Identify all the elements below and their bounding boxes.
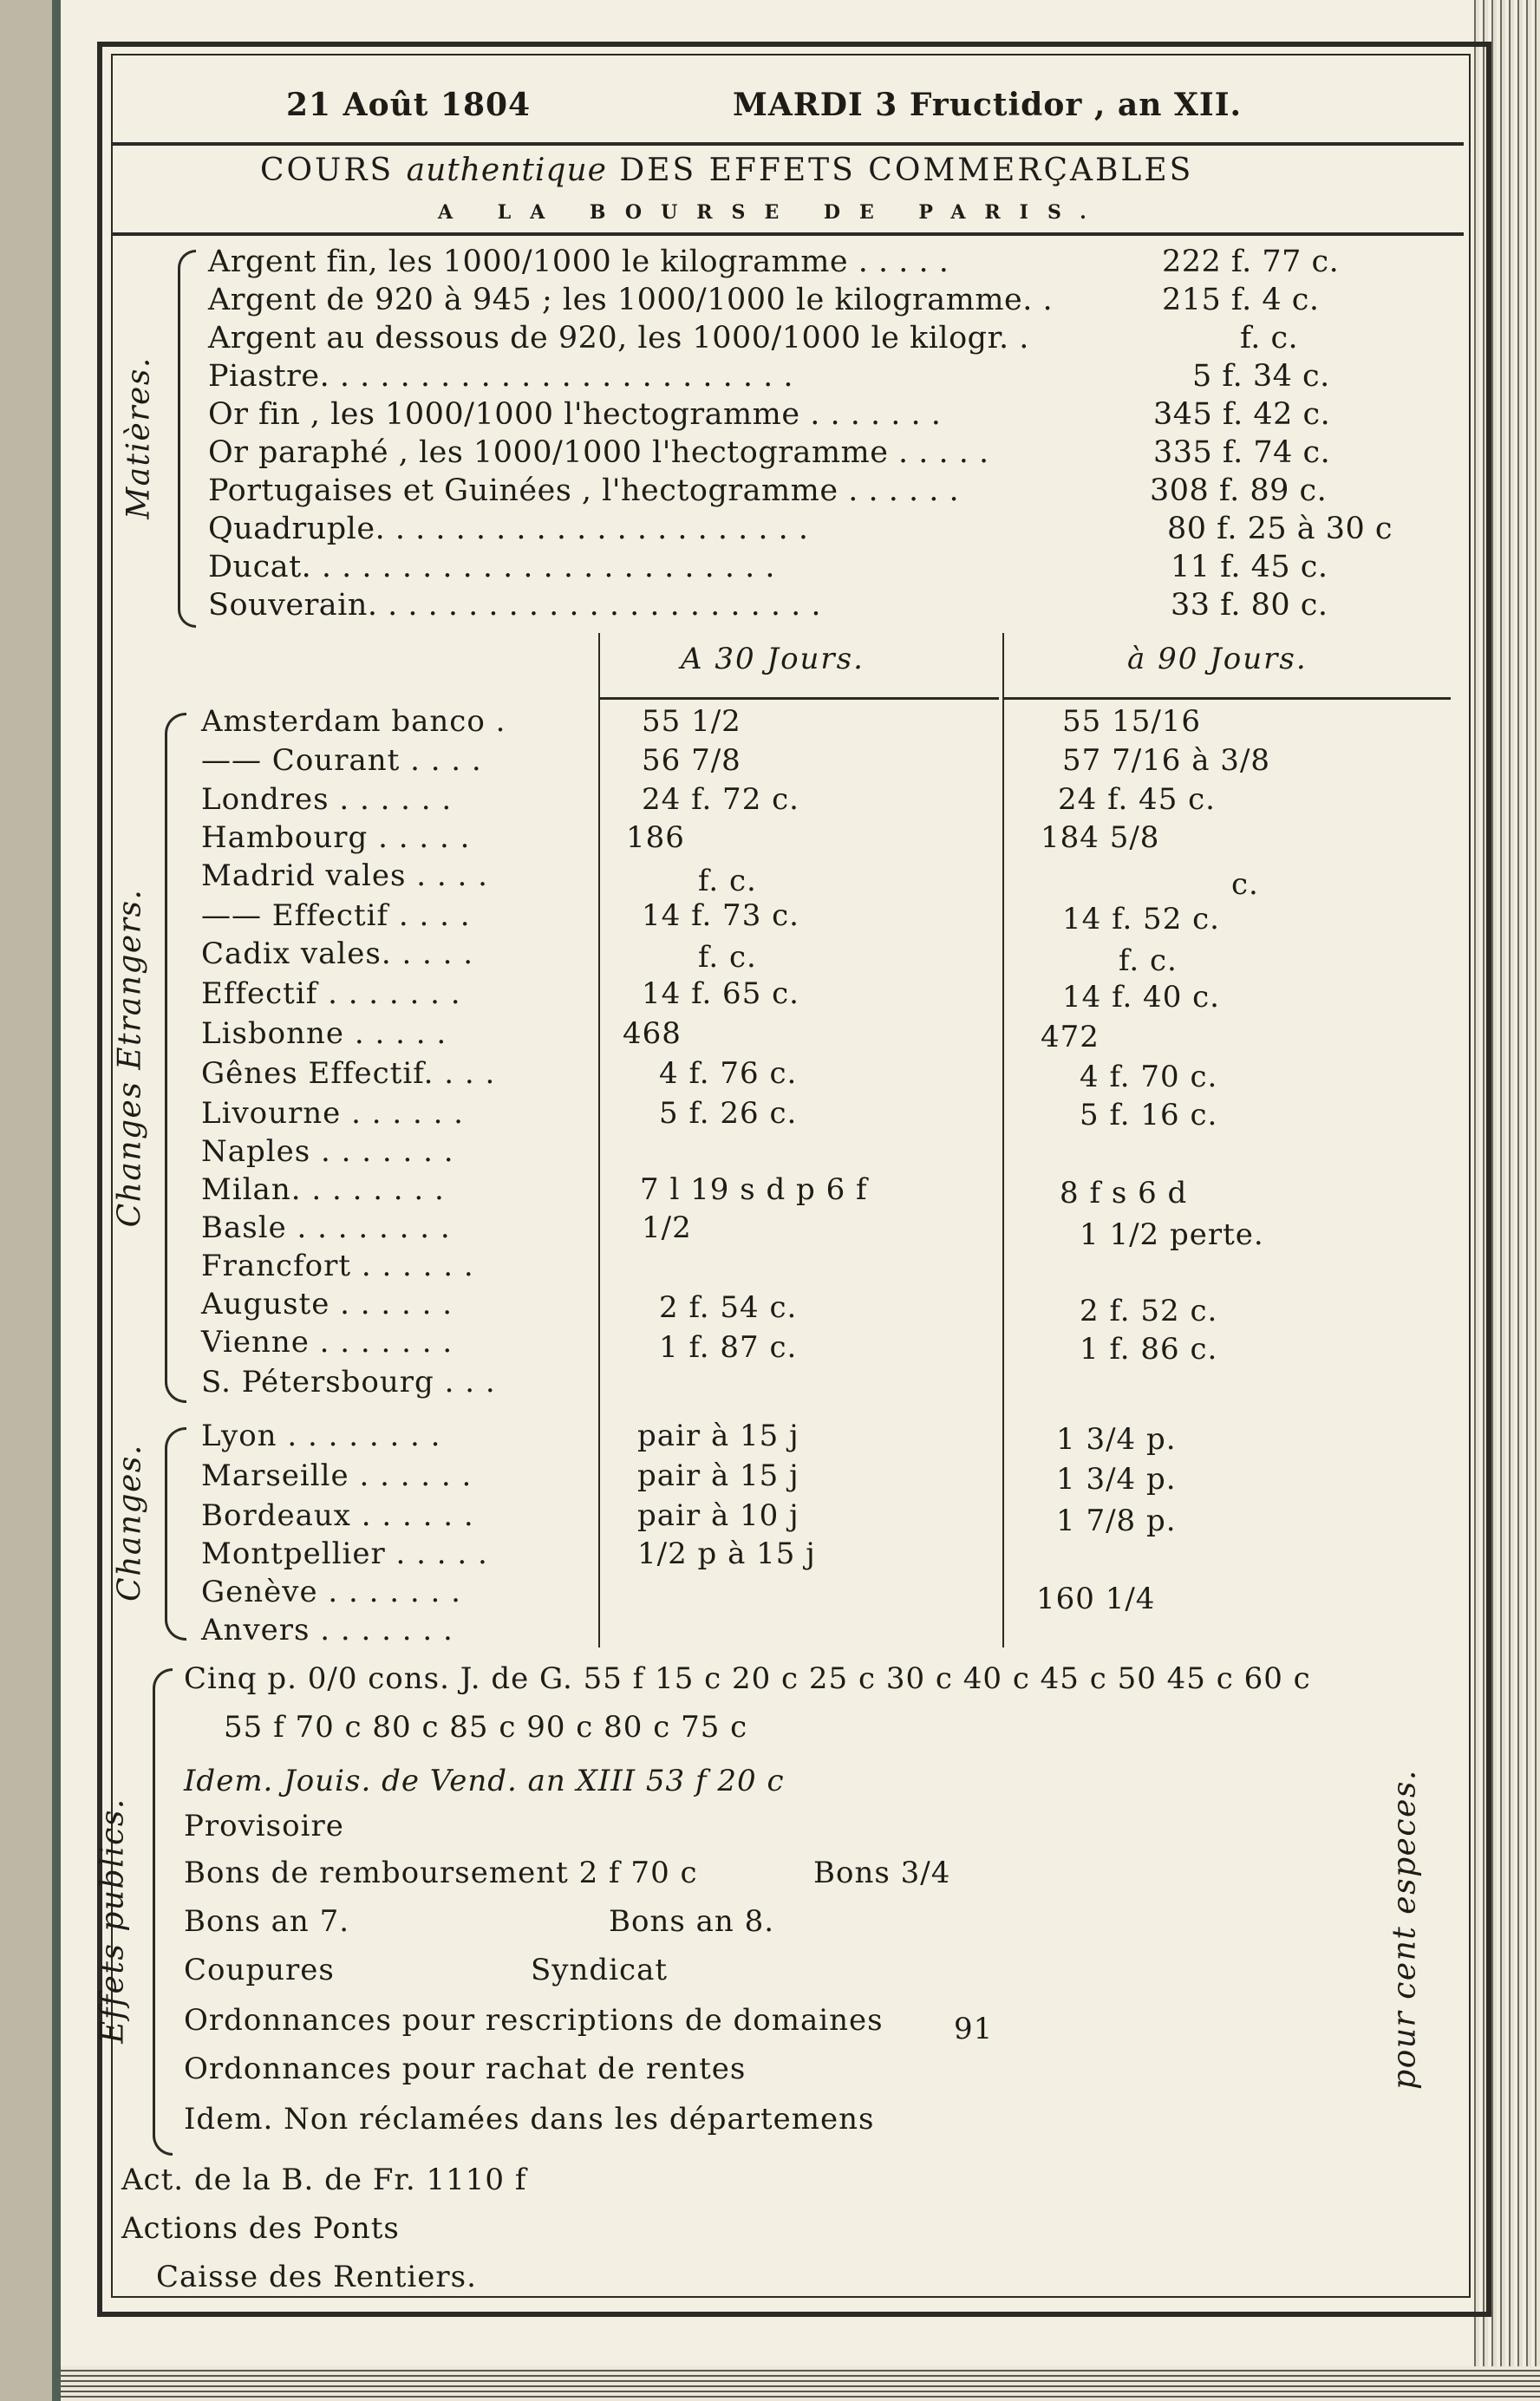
matieres-value-2: 215 f. 4 c. bbox=[1162, 283, 1320, 317]
changes-label-4: Montpellier . . . . . bbox=[201, 1537, 488, 1571]
changes-etrangers-30-14: 1/2 bbox=[642, 1210, 692, 1245]
changes-etrangers-90-3: 24 f. 45 c. bbox=[1058, 782, 1216, 817]
effets-line-7: Bons an 7. bbox=[184, 1904, 350, 1939]
matieres-value-10: 33 f. 80 c. bbox=[1171, 588, 1328, 623]
changes-etrangers-90-13: 8 f s 6 d bbox=[1060, 1176, 1188, 1210]
changes-etrangers-90-10: 4 f. 70 c. bbox=[1080, 1060, 1218, 1094]
changes-etrangers-30-8: 14 f. 65 c. bbox=[642, 976, 799, 1011]
effets-line-12: 91 bbox=[954, 2012, 994, 2046]
column-divider-2 bbox=[1002, 633, 1004, 1647]
changes-etrangers-30-10: 4 f. 76 c. bbox=[659, 1056, 798, 1091]
matieres-value-6: 335 f. 74 c. bbox=[1153, 435, 1331, 470]
header-day: MARDI 3 Fructidor , an XII. bbox=[733, 87, 1243, 123]
changes-etrangers-label-3: Londres . . . . . . bbox=[201, 782, 453, 817]
brace-effets-publics bbox=[153, 1668, 173, 2156]
changes-etrangers-30-9: 468 bbox=[623, 1016, 682, 1051]
changes-30-2: pair à 15 j bbox=[637, 1458, 799, 1493]
changes-etrangers-30-13: 7 l 19 s d p 6 f bbox=[640, 1172, 868, 1207]
changes-etrangers-90-11: 5 f. 16 c. bbox=[1080, 1098, 1218, 1132]
changes-etrangers-label-15: Francfort . . . . . . bbox=[201, 1249, 474, 1283]
brace-changes-etrangers bbox=[165, 713, 186, 1403]
footer-line-3: Caisse des Rentiers. bbox=[156, 2260, 477, 2294]
changes-label-5: Genève . . . . . . . bbox=[201, 1575, 461, 1609]
effets-line-11: Ordonnances pour rescriptions de domaines bbox=[184, 2003, 884, 2038]
changes-etrangers-90-16: 2 f. 52 c. bbox=[1080, 1294, 1218, 1328]
changes-etrangers-label-11: Livourne . . . . . . bbox=[201, 1096, 464, 1131]
matieres-label-10: Souverain. . . . . . . . . . . . . . . . . . . . . . . bbox=[208, 588, 822, 623]
changes-90-2: 1 3/4 p. bbox=[1056, 1462, 1177, 1497]
changes-etrangers-label-8: Effectif . . . . . . . bbox=[201, 976, 461, 1011]
changes-etrangers-label-7: Cadix vales. . . . . bbox=[201, 936, 474, 971]
section-label-changes-etrangers: Changes Etrangers. bbox=[112, 888, 148, 1228]
changes-label-6: Anvers . . . . . . . bbox=[201, 1613, 454, 1647]
changes-etrangers-30-17: 1 f. 87 c. bbox=[659, 1330, 798, 1365]
changes-30-3: pair à 10 j bbox=[637, 1498, 799, 1533]
matieres-label-2: Argent de 920 à 945 ; les 1000/1000 le kilogramme. . bbox=[208, 283, 1054, 317]
changes-etrangers-90-1: 55 15/16 bbox=[1062, 704, 1202, 739]
changes-90-1: 1 3/4 p. bbox=[1056, 1422, 1177, 1457]
changes-etrangers-label-9: Lisbonne . . . . . bbox=[201, 1016, 447, 1051]
effets-line-6: Bons 3/4 bbox=[813, 1856, 951, 1890]
changes-etrangers-30-1: 55 1/2 bbox=[642, 704, 741, 739]
matieres-value-1: 222 f. 77 c. bbox=[1162, 245, 1340, 279]
changes-etrangers-90-6: 14 f. 52 c. bbox=[1062, 902, 1220, 936]
changes-90-3: 1 7/8 p. bbox=[1056, 1504, 1177, 1538]
footer-line-2: Actions des Ponts bbox=[121, 2211, 400, 2246]
changes-etrangers-30-6: 14 f. 73 c. bbox=[642, 898, 799, 933]
brace-matieres bbox=[178, 250, 196, 628]
changes-etrangers-label-2: —— Courant . . . . bbox=[201, 743, 482, 778]
changes-etrangers-30-7: f. c. bbox=[698, 940, 757, 975]
matieres-label-5: Or fin , les 1000/1000 l'hectogramme . . . . . . . bbox=[208, 397, 942, 432]
changes-etrangers-label-14: Basle . . . . . . . . bbox=[201, 1210, 451, 1245]
footer-line-1: Act. de la B. de Fr. 1110 f bbox=[121, 2163, 527, 2197]
matieres-label-3: Argent au dessous de 920, les 1000/1000 le kilogr. . bbox=[208, 321, 1029, 356]
page-stack-bottom bbox=[61, 2366, 1540, 2401]
matieres-label-6: Or paraphé , les 1000/1000 l'hectogramme . . . . . bbox=[208, 435, 989, 470]
matieres-value-3: f. c. bbox=[1240, 321, 1299, 356]
changes-label-1: Lyon . . . . . . . . bbox=[201, 1419, 441, 1453]
changes-etrangers-label-1: Amsterdam banco . bbox=[201, 704, 506, 739]
brace-changes bbox=[165, 1427, 186, 1641]
changes-etrangers-label-6: —— Effectif . . . . bbox=[201, 898, 471, 933]
effets-line-5: Bons de remboursement 2 f 70 c bbox=[184, 1856, 698, 1890]
changes-etrangers-30-11: 5 f. 26 c. bbox=[659, 1096, 798, 1131]
changes-etrangers-90-14: 1 1/2 perte. bbox=[1080, 1217, 1264, 1252]
matieres-label-4: Piastre. . . . . . . . . . . . . . . . . . . . . . . . bbox=[208, 359, 793, 394]
matieres-label-1: Argent fin, les 1000/1000 le kilogramme . . . . . bbox=[208, 245, 949, 279]
effets-line-8: Bons an 8. bbox=[609, 1904, 775, 1939]
effets-line-2: 55 f 70 c 80 c 85 c 90 c 80 c 75 c bbox=[224, 1710, 748, 1745]
changes-etrangers-30-3: 24 f. 72 c. bbox=[642, 782, 799, 817]
column-head-90-jours: à 90 Jours. bbox=[1127, 642, 1308, 676]
changes-etrangers-90-17: 1 f. 86 c. bbox=[1080, 1332, 1218, 1367]
changes-etrangers-90-7: f. c. bbox=[1119, 943, 1178, 978]
column-head-rule-30 bbox=[600, 697, 999, 700]
book-binding-left bbox=[0, 0, 61, 2401]
effets-line-4: Provisoire bbox=[184, 1809, 344, 1843]
matieres-label-7: Portugaises et Guinées , l'hectogramme . . . . . . bbox=[208, 473, 960, 508]
effets-line-1: Cinq p. 0/0 cons. J. de G. 55 f 15 c 20 c 25 c 30 c 40 c 45 c 50 45 c 60 c bbox=[184, 1661, 1311, 1696]
changes-label-2: Marseille . . . . . . bbox=[201, 1458, 473, 1493]
page-subtitle: A LA BOURSE DE PARIS. bbox=[438, 201, 1106, 224]
changes-etrangers-90-2: 57 7/16 à 3/8 bbox=[1062, 743, 1271, 778]
header-rule bbox=[111, 142, 1464, 146]
effets-line-13: Ordonnances pour rachat de rentes bbox=[184, 2052, 747, 2086]
matieres-value-5: 345 f. 42 c. bbox=[1153, 397, 1331, 432]
changes-etrangers-label-12: Naples . . . . . . . bbox=[201, 1134, 454, 1169]
matieres-value-9: 11 f. 45 c. bbox=[1171, 550, 1328, 584]
changes-etrangers-90-5: c. bbox=[1231, 867, 1259, 902]
changes-etrangers-30-16: 2 f. 54 c. bbox=[659, 1290, 798, 1325]
changes-etrangers-label-4: Hambourg . . . . . bbox=[201, 820, 471, 855]
changes-etrangers-label-5: Madrid vales . . . . bbox=[201, 858, 488, 893]
effets-line-9: Coupures bbox=[184, 1953, 335, 1987]
section-label-pour-cent-especes: pour cent especes. bbox=[1387, 1769, 1423, 2090]
changes-etrangers-label-18: S. Pétersbourg . . . bbox=[201, 1365, 496, 1399]
changes-etrangers-90-9: 472 bbox=[1041, 1020, 1100, 1054]
section-label-changes: Changes. bbox=[112, 1444, 148, 1602]
section-label-matieres: Matières. bbox=[121, 356, 157, 519]
changes-etrangers-30-2: 56 7/8 bbox=[642, 743, 741, 778]
section-label-effets-publics: Effets publics. bbox=[95, 1797, 131, 2044]
changes-etrangers-label-10: Gênes Effectif. . . . bbox=[201, 1056, 496, 1091]
changes-etrangers-label-16: Auguste . . . . . . bbox=[201, 1287, 454, 1321]
page-title bbox=[260, 153, 1193, 188]
column-head-rule-90 bbox=[1004, 697, 1451, 700]
matieres-value-8: 80 f. 25 à 30 c bbox=[1167, 512, 1393, 546]
title-part3: DES EFFETS COMMERÇABLES bbox=[619, 153, 1194, 188]
matieres-value-7: 308 f. 89 c. bbox=[1150, 473, 1328, 508]
column-head-30-jours: A 30 Jours. bbox=[681, 642, 865, 676]
column-divider-1 bbox=[598, 633, 600, 1647]
changes-etrangers-30-5: f. c. bbox=[698, 864, 757, 898]
changes-etrangers-90-4: 184 5/8 bbox=[1041, 820, 1160, 855]
matieres-label-9: Ducat. . . . . . . . . . . . . . . . . . . . . . . . bbox=[208, 550, 776, 584]
changes-etrangers-90-8: 14 f. 40 c. bbox=[1062, 980, 1220, 1015]
changes-30-4: 1/2 p à 15 j bbox=[637, 1537, 816, 1571]
effets-line-10: Syndicat bbox=[531, 1953, 669, 1987]
changes-label-3: Bordeaux . . . . . . bbox=[201, 1498, 474, 1533]
changes-etrangers-30-4: 186 bbox=[626, 820, 685, 855]
header-date: 21 Août 1804 bbox=[286, 87, 532, 123]
effets-line-14: Idem. Non réclamées dans les départemens bbox=[184, 2102, 875, 2137]
changes-90-5: 160 1/4 bbox=[1036, 1582, 1156, 1616]
changes-etrangers-label-17: Vienne . . . . . . . bbox=[201, 1325, 454, 1360]
effets-line-3: Idem. Jouis. de Vend. an XIII 53 f 20 c bbox=[184, 1764, 785, 1798]
title-part2: authentique bbox=[406, 153, 607, 188]
changes-etrangers-label-13: Milan. . . . . . . . bbox=[201, 1172, 445, 1207]
title-part1: COURS bbox=[260, 153, 395, 188]
matieres-value-4: 5 f. 34 c. bbox=[1192, 359, 1330, 394]
changes-30-1: pair à 15 j bbox=[637, 1419, 799, 1453]
matieres-label-8: Quadruple. . . . . . . . . . . . . . . . . . . . . . bbox=[208, 512, 809, 546]
title-rule bbox=[111, 232, 1464, 236]
